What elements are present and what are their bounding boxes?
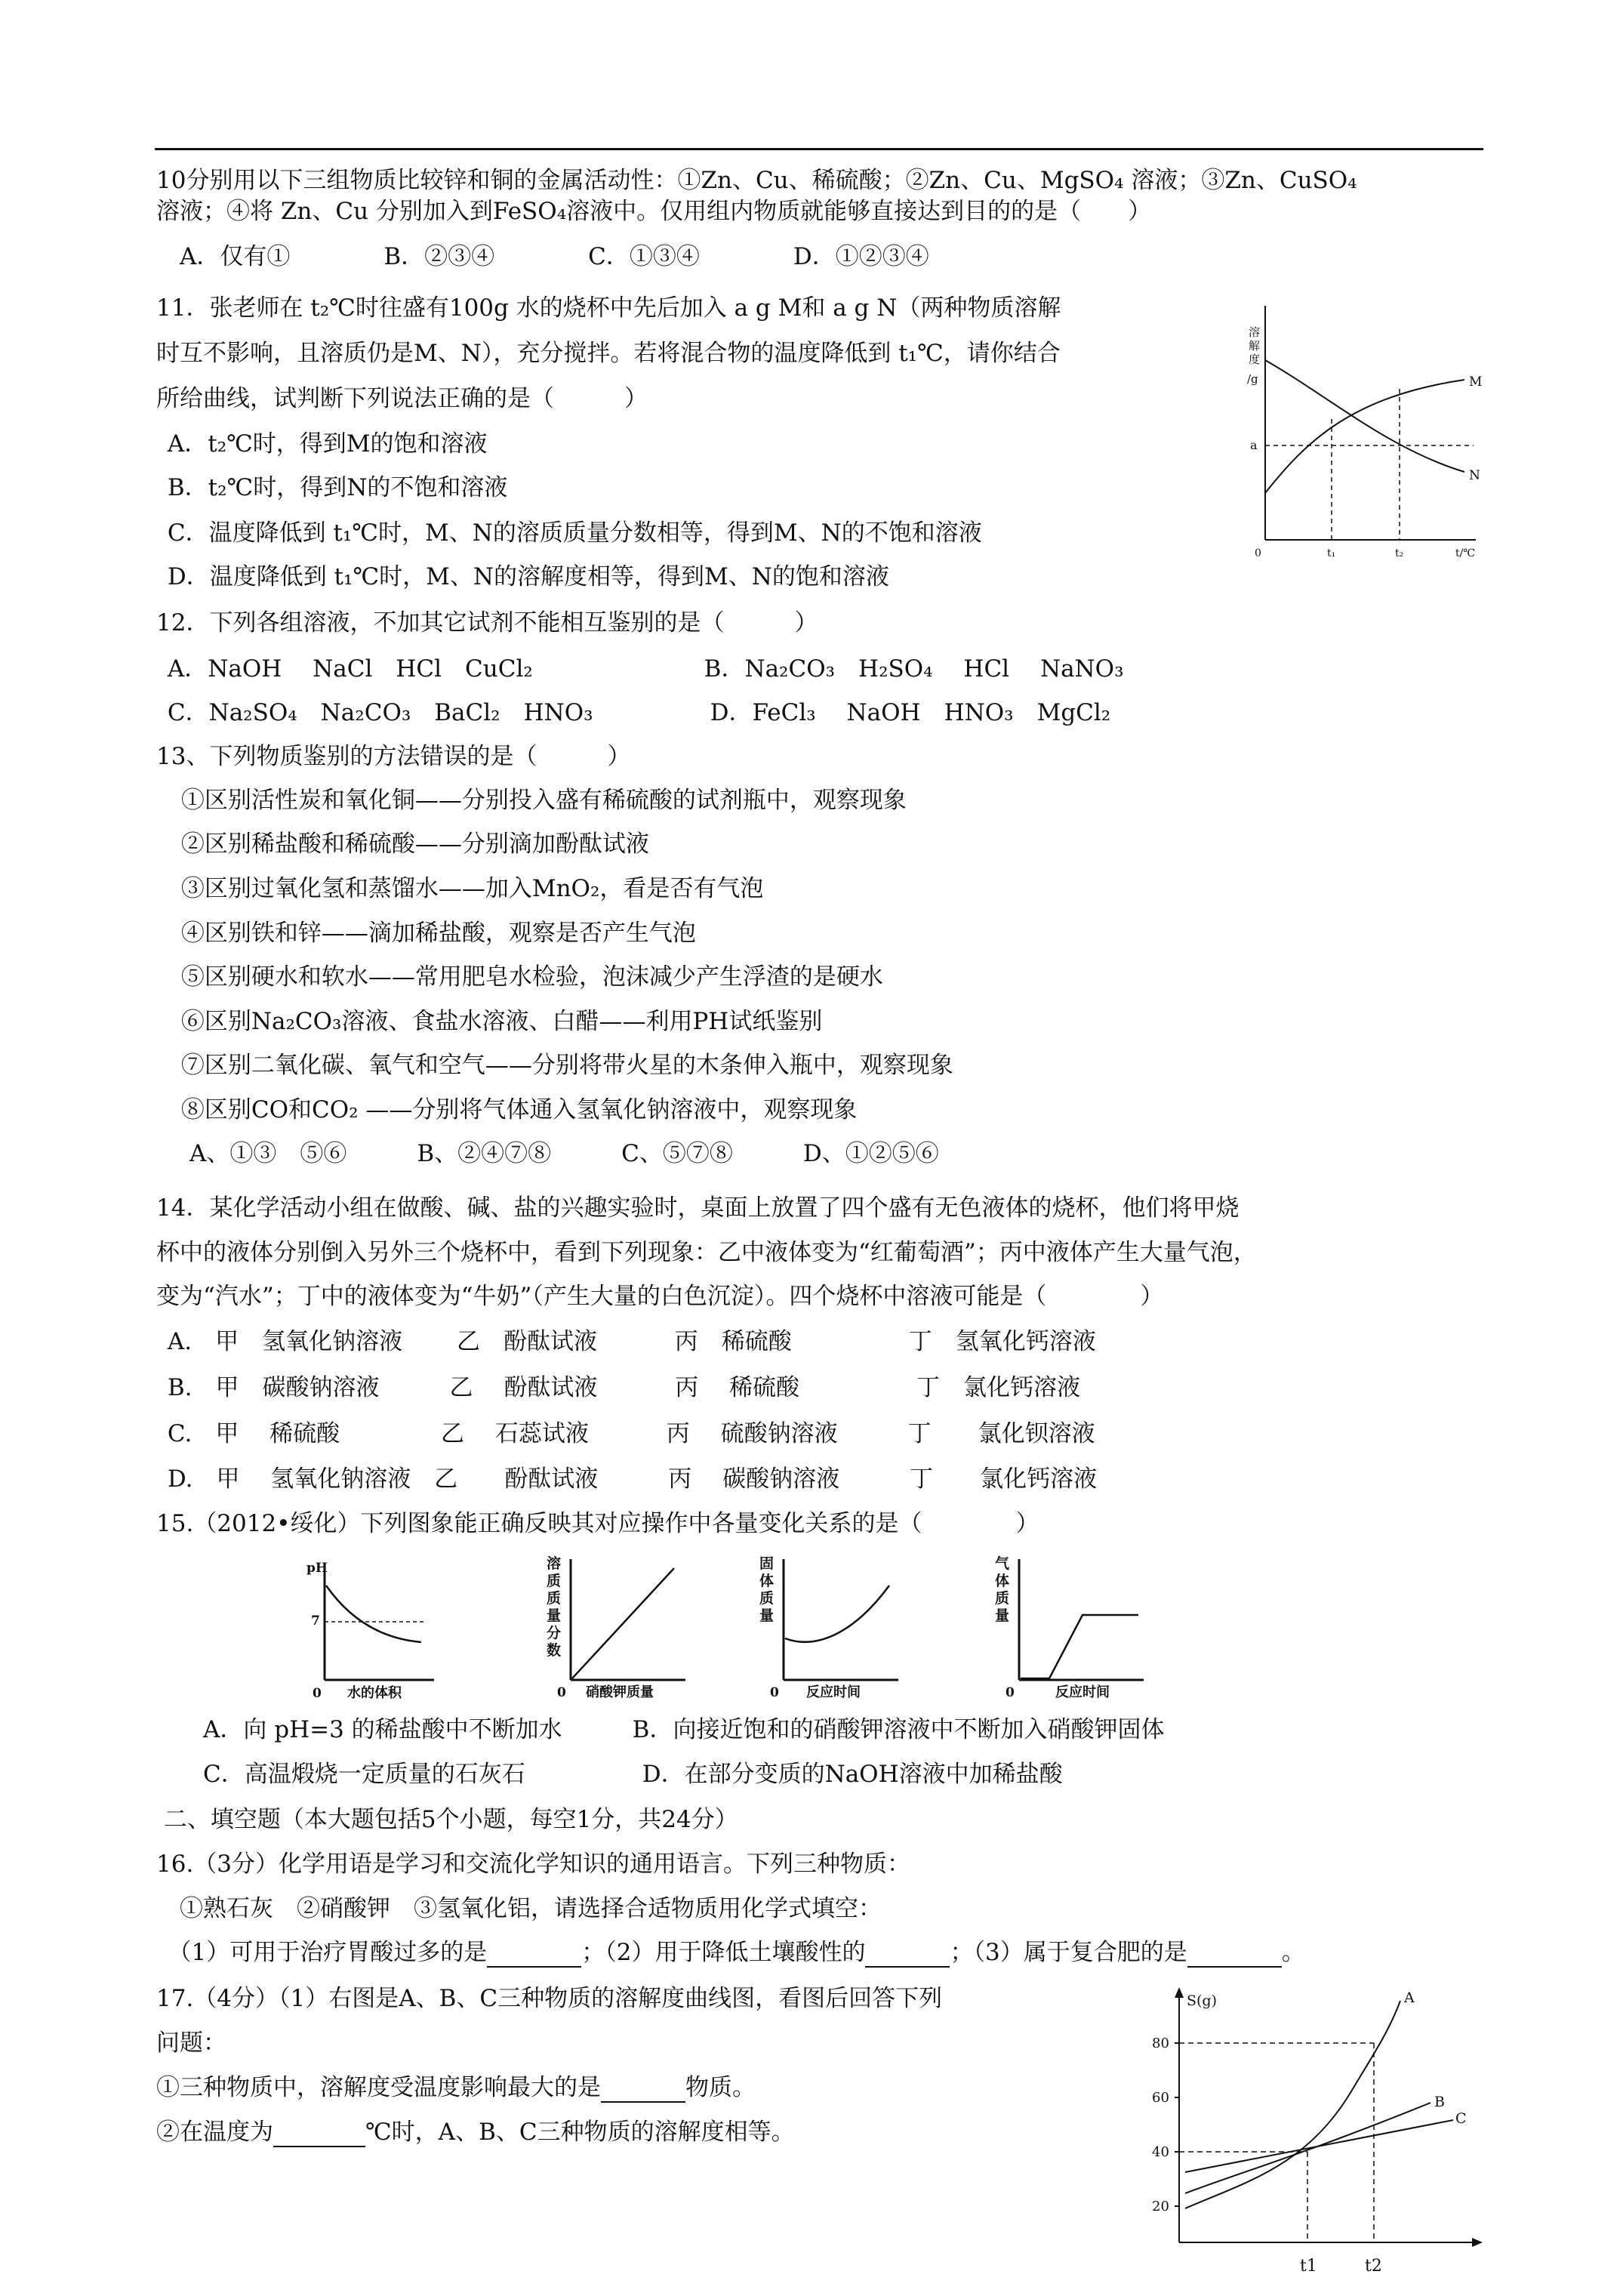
q11-n-label: N xyxy=(1469,468,1480,483)
q15a-curve xyxy=(326,1586,421,1642)
q17-line1: 17.（4分）（1）右图是A、B、C三种物质的溶解度曲线图，看图后回答下列 xyxy=(156,1985,943,2012)
q15d-ylabel-4: 量 xyxy=(995,1607,1010,1624)
q16-part1: （1）可用于治疗胃酸过多的是 xyxy=(156,1939,488,1966)
q11-a-label: a xyxy=(1250,438,1258,452)
q15a-origin: 0 xyxy=(313,1686,322,1701)
q15-stem: 15.（2012•绥化）下列图象能正确反映其对应操作中各量变化关系的是（ ） xyxy=(156,1510,1039,1537)
q16-part3: ；（3）属于复合肥的是 xyxy=(950,1939,1187,1966)
q15-graph-a xyxy=(302,1555,438,1699)
q12-options-ab: A．NaOH NaCl HCl CuCl₂ B．Na₂CO₃ H₂SO₄ HCl NaNO₃ xyxy=(160,655,1124,683)
q17-d-part1: ②在温度为 xyxy=(156,2119,273,2146)
q15-options-ab: A．向 pH=3 的稀盐酸中不断加水 B．向接近饱和的硝酸钾溶液中不断加入硝酸钾固体 xyxy=(156,1716,1165,1743)
q17-ytick-80: 80 xyxy=(1152,2036,1169,2051)
q15d-xlabel: 反应时间 xyxy=(1055,1684,1110,1700)
q11-ylabel-3: 度 xyxy=(1249,353,1261,366)
q15c-curve xyxy=(785,1586,889,1642)
q15b-origin: 0 xyxy=(557,1685,566,1700)
q17-line3 xyxy=(156,2073,756,2103)
q13-item-4: ④区别铁和锌——滴加稀盐酸，观察是否产生气泡 xyxy=(174,920,696,947)
q11-origin: 0 xyxy=(1255,547,1261,559)
q14-option-c: C. 甲 稀硫酸 乙 石蕊试液 丙 硫酸钠溶液 丁 氯化钡溶液 xyxy=(160,1420,1095,1447)
q17-ytick-60: 60 xyxy=(1152,2090,1169,2106)
q16-line2: ①熟石灰 ②硝酸钾 ③氢氧化铝，请选择合适物质用化学式填空： xyxy=(156,1895,882,1922)
q11-option-b: B．t₂℃时，得到N的不饱和溶液 xyxy=(160,474,508,501)
q16-line1: 16.（3分）化学用语是学习和交流化学知识的通用语言。下列三种物质： xyxy=(156,1851,911,1878)
q17-ytick-20: 20 xyxy=(1152,2199,1169,2214)
q10-line1: 10分别用以下三组物质比较锌和铜的金属活动性：①Zn、Cu、稀硫酸；②Zn、Cu、MgSO₄ 溶液；③Zn、CuSO₄ xyxy=(156,167,1357,194)
q15b-line xyxy=(572,1568,674,1678)
q15b-ylabel-5: 分 xyxy=(547,1625,562,1641)
q15-options-cd: C．高温煅烧一定质量的石灰石 D．在部分变质的NaOH溶液中加稀盐酸 xyxy=(156,1761,1063,1788)
q11-option-a: A．t₂℃时，得到M的饱和溶液 xyxy=(160,430,488,458)
q13-stem: 13、下列物质鉴别的方法错误的是（ ） xyxy=(156,743,631,770)
q15b-ylabel-1: 溶 xyxy=(547,1555,562,1572)
q17-c-part2: 物质。 xyxy=(685,2074,756,2101)
q13-item-7: ⑦区别二氧化碳、氧气和空气——分别将带火星的木条伸入瓶中，观察现象 xyxy=(174,1052,953,1079)
q17-c-part1: ①三种物质中，溶解度受温度影响最大的是 xyxy=(156,2074,601,2101)
q11-t2: t₂ xyxy=(1395,547,1404,559)
q15c-xlabel: 反应时间 xyxy=(806,1684,861,1700)
q10-options: A．仅有① B．②③④ C．①③④ D．①②③④ xyxy=(156,243,929,270)
q17-label-a: A xyxy=(1404,1989,1415,2006)
q12-stem: 12．下列各组溶液，不加其它试剂不能相互鉴别的是（ ） xyxy=(156,609,818,636)
header-rule xyxy=(155,148,1483,150)
q15b-ylabel-2: 质 xyxy=(547,1573,562,1589)
q11-option-c: C．温度降低到 t₁℃时，M、N的溶质质量分数相等，得到M、N的不饱和溶液 xyxy=(160,519,982,547)
q11-curve-m xyxy=(1265,380,1464,493)
q15c-ylabel-2: 体 xyxy=(759,1573,775,1589)
q11-ylabel-4: /g xyxy=(1247,372,1258,386)
q15b-ylabel-4: 量 xyxy=(547,1607,562,1624)
q15d-line xyxy=(1021,1615,1138,1678)
q15a-y7: 7 xyxy=(311,1613,320,1629)
q15d-ylabel-1: 气 xyxy=(995,1555,1010,1572)
q16-blank-1[interactable] xyxy=(487,1943,581,1968)
q11-t1: t₁ xyxy=(1327,547,1336,559)
q11-line1: 11．张老师在 t₂℃时往盛有100g 水的烧杯中先后加入 a g M和 a g N（两种物质溶解 xyxy=(156,294,1061,322)
q13-item-8: ⑧区别CO和CO₂ ——分别将气体通入氢氧化钠溶液中，观察现象 xyxy=(174,1096,858,1123)
q17-line2: 问题： xyxy=(156,2029,226,2057)
q15b-xlabel: 硝酸钾质量 xyxy=(586,1684,654,1700)
q11-ylabel-2: 解 xyxy=(1249,339,1261,353)
q17-ylabel: S(g) xyxy=(1187,1992,1218,2009)
q17-label-c: C xyxy=(1455,2110,1467,2127)
q16-part2: ；（2）用于降低土壤酸性的 xyxy=(581,1939,866,1966)
q17-label-b: B xyxy=(1434,2094,1445,2110)
q17-ytick-40: 40 xyxy=(1152,2144,1169,2160)
q11-ylabel-1: 溶 xyxy=(1249,325,1261,339)
q15c-origin: 0 xyxy=(770,1685,779,1700)
q13-item-1: ①区别活性炭和氧化铜——分别投入盛有稀硫酸的试剂瓶中，观察现象 xyxy=(174,787,907,814)
q13-options: A、①③ ⑤⑥ B、②④⑦⑧ C、⑤⑦⑧ D、①②⑤⑥ xyxy=(166,1140,939,1167)
q15a-ylabel: pH xyxy=(306,1561,328,1576)
q12-options-cd: C．Na₂SO₄ Na₂CO₃ BaCl₂ HNO₃ D．FeCl₃ NaOH HNO₃ MgCl₂ xyxy=(160,699,1111,726)
q15d-ylabel-2: 体 xyxy=(995,1573,1010,1589)
q11-line2: 时互不影响，且溶质仍是M、N），充分搅拌。若将混合物的温度降低到 t₁℃，请你结合 xyxy=(156,340,1061,367)
q15c-ylabel-3: 质 xyxy=(759,1590,775,1607)
q11-solubility-figure xyxy=(1238,291,1487,562)
q13-item-5: ⑤区别硬水和软水——常用肥皂水检验，泡沫减少产生浮渣的是硬水 xyxy=(174,963,883,991)
q11-curve-n xyxy=(1265,360,1464,472)
q15d-origin: 0 xyxy=(1006,1685,1015,1700)
q16-blank-3[interactable] xyxy=(1187,1943,1282,1968)
q17-blank-1[interactable] xyxy=(601,2079,685,2103)
q11-line3: 所给曲线，试判断下列说法正确的是（ ） xyxy=(156,385,648,412)
q13-item-3: ③区别过氧化氢和蒸馏水——加入MnO₂，看是否有气泡 xyxy=(174,875,764,902)
q17-line4 xyxy=(156,2117,795,2147)
q14-line2: 杯中的液体分别倒入另外三个烧杯中，看到下列现象：乙中液体变为“红葡萄酒”；丙中液体产生大量气泡， xyxy=(156,1239,1257,1266)
q15c-ylabel-1: 固 xyxy=(759,1555,775,1572)
q17-t1: t1 xyxy=(1300,2257,1317,2276)
q14-line1: 14．某化学活动小组在做酸、碱、盐的兴趣实验时，桌面上放置了四个盛有无色液体的烧杯，他们将甲烧 xyxy=(156,1194,1240,1222)
q17-curve-a xyxy=(1185,2001,1400,2208)
q15b-ylabel-6: 数 xyxy=(547,1642,562,1659)
q15-graph-c xyxy=(755,1552,906,1699)
q15b-ylabel-3: 质 xyxy=(547,1590,562,1607)
q16-part4: 。 xyxy=(1281,1939,1305,1966)
q13-item-2: ②区别稀盐酸和稀硫酸——分别滴加酚酞试液 xyxy=(174,831,649,858)
q14-option-a: A. 甲 氢氧化钠溶液 乙 酚酞试液 丙 稀硫酸 丁 氢氧化钙溶液 xyxy=(160,1328,1096,1355)
q17-d-part2: ℃时，A、B、C三种物质的溶解度相等。 xyxy=(365,2119,795,2146)
q15-graph-d xyxy=(989,1552,1151,1699)
q17-solubility-figure xyxy=(1125,1978,1487,2288)
q10-line2: 溶液；④将 Zn、Cu 分别加入到FeSO₄溶液中。仅用组内物质就能够直接达到目的的是（ ） xyxy=(156,198,1152,225)
q15d-ylabel-3: 质 xyxy=(995,1590,1010,1607)
q17-curve-c xyxy=(1185,2120,1453,2172)
q15a-xlabel: 水的体积 xyxy=(347,1685,402,1701)
q17-t2: t2 xyxy=(1365,2257,1382,2276)
q15c-ylabel-4: 量 xyxy=(759,1607,775,1624)
q11-x-unit: t/℃ xyxy=(1455,547,1476,559)
q14-option-b: B. 甲 碳酸钠溶液 乙 酚酞试液 丙 稀硫酸 丁 氯化钙溶液 xyxy=(160,1374,1081,1401)
q14-option-d: D. 甲 氢氧化钠溶液 乙 酚酞试液 丙 碳酸钠溶液 丁 氯化钙溶液 xyxy=(160,1465,1098,1493)
q16-line3 xyxy=(156,1937,1305,1968)
q11-option-d: D．温度降低到 t₁℃时，M、N的溶解度相等，得到M、N的饱和溶液 xyxy=(160,563,889,590)
q15-graph-b xyxy=(542,1552,693,1699)
q11-m-label: M xyxy=(1469,374,1483,390)
section-fill-in-title: 二、填空题（本大题包括5个小题，每空1分，共24分） xyxy=(156,1806,738,1833)
q16-blank-2[interactable] xyxy=(865,1943,950,1968)
q13-item-6: ⑥区别Na₂CO₃溶液、食盐水溶液、白醋——利用PH试纸鉴别 xyxy=(174,1008,823,1035)
q17-blank-2[interactable] xyxy=(273,2123,365,2147)
q14-line3: 变为“汽水”；丁中的液体变为“牛奶”（产生大量的白色沉淀）。四个烧杯中溶液可能是（ ） xyxy=(156,1283,1164,1310)
